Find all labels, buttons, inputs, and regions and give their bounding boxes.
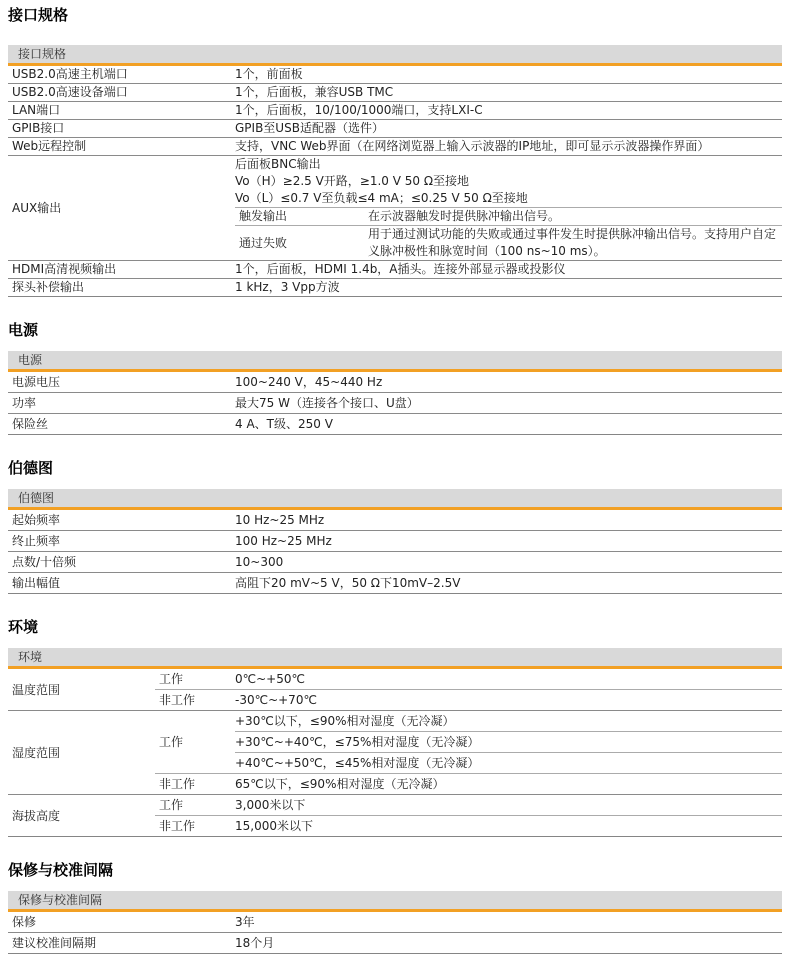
table-row-temperature xyxy=(8,669,782,710)
table-header: 环境 xyxy=(8,648,782,669)
env-sub-row xyxy=(155,669,782,689)
sub-row-label: 触发输出 xyxy=(239,209,288,223)
env-sub-row xyxy=(155,773,782,794)
table-row xyxy=(8,66,782,83)
aux-sub-row xyxy=(235,207,782,225)
row-value: 1个，后面板，HDMI 1.4b，A插头。连接外部显示器或投影仪 xyxy=(235,262,566,276)
mode-value: 65℃以下，≤90%相对湿度（无冷凝） xyxy=(235,777,445,791)
table-header: 保修与校准间隔 xyxy=(8,891,782,912)
row-value: 1 kHz，3 Vpp方波 xyxy=(235,280,340,294)
row-value: GPIB至USB适配器（选件） xyxy=(235,121,384,135)
table-row-humidity xyxy=(8,710,782,794)
sub-row-desc: 在示波器触发时提供脉冲输出信号。 xyxy=(368,209,561,223)
table-row xyxy=(8,572,782,593)
row-value: 10~300 xyxy=(235,555,284,569)
humidity-groups xyxy=(155,711,782,794)
sub-row-label: 通过失败 xyxy=(239,235,288,250)
row-label: 功率 xyxy=(12,396,37,410)
row-label: 湿度范围 xyxy=(12,745,61,760)
table-row xyxy=(8,392,782,413)
aux-main-block xyxy=(235,156,782,207)
table-row xyxy=(8,912,782,932)
row-label: LAN端口 xyxy=(12,103,61,117)
sub-row-desc: 用于通过测试功能的失败或通过事件发生时提供脉冲输出信号。支持用户自定义脉冲极性和脉宽时间（100 ns~10 ms）。 xyxy=(368,227,777,258)
power-table xyxy=(8,351,782,435)
mode-label: 非工作 xyxy=(159,819,196,833)
aux-main-line: Vo（H）≥2.5 V开路，≥1.0 V 50 Ω至接地 xyxy=(235,174,470,188)
row-value: 3年 xyxy=(235,915,255,929)
section-title: 电源 xyxy=(8,321,39,339)
aux-main-line: Vo（L）≤0.7 V至负载≤4 mA；≤0.25 V 50 Ω至接地 xyxy=(235,191,528,205)
table-row-aux-output xyxy=(8,155,782,260)
row-label: 输出幅值 xyxy=(12,576,61,590)
row-value: 4 A、T级、250 V xyxy=(235,417,333,431)
row-label: 终止频率 xyxy=(12,534,61,548)
table-row xyxy=(8,510,782,530)
env-sub-row xyxy=(155,711,782,773)
section-title: 环境 xyxy=(8,618,39,636)
temperature-groups xyxy=(155,669,782,710)
aux-main-line: 后面板BNC输出 xyxy=(235,157,321,171)
bode-table xyxy=(8,489,782,594)
row-label: 建议校准间隔期 xyxy=(12,936,97,950)
row-value: 高阻下20 mV~5 V，50 Ω下10mV–2.5V xyxy=(235,576,461,590)
table-row xyxy=(8,119,782,137)
row-label: 保险丝 xyxy=(12,417,49,431)
mode-label: 工作 xyxy=(159,798,184,812)
section-warranty xyxy=(8,861,782,954)
row-value: 1个，后面板，兼容USB TMC xyxy=(235,85,394,99)
row-label: Web远程控制 xyxy=(12,139,87,153)
mode-label: 工作 xyxy=(159,735,184,749)
row-label: USB2.0高速设备端口 xyxy=(12,85,128,99)
env-sub-row xyxy=(155,795,782,815)
row-label: AUX输出 xyxy=(12,200,62,215)
section-interface xyxy=(8,6,782,297)
row-label: 点数/十倍频 xyxy=(12,555,77,569)
row-label: HDMI高清视频输出 xyxy=(12,262,117,276)
section-title: 伯德图 xyxy=(8,459,54,477)
row-label: 海拔高度 xyxy=(12,808,61,823)
row-value: 100 Hz~25 MHz xyxy=(235,534,332,548)
warranty-table xyxy=(8,891,782,954)
section-title: 接口规格 xyxy=(8,6,69,24)
row-label: 电源电压 xyxy=(12,375,61,389)
row-value: 18个月 xyxy=(235,936,275,950)
mode-value: 15,000米以下 xyxy=(235,819,313,833)
row-label: 温度范围 xyxy=(12,682,61,697)
aux-sub-row xyxy=(235,225,782,260)
row-value: 最大75 W（连接各个接口、U盘） xyxy=(235,396,419,410)
table-row xyxy=(8,278,782,296)
row-label: 探头补偿输出 xyxy=(12,280,85,294)
row-value: 10 Hz~25 MHz xyxy=(235,513,325,527)
row-label: GPIB接口 xyxy=(12,121,65,135)
row-label: 保修 xyxy=(12,915,37,929)
mode-value: 0℃~+50℃ xyxy=(235,672,305,686)
row-value: 1个，前面板 xyxy=(235,67,303,81)
row-label: USB2.0高速主机端口 xyxy=(12,67,128,81)
table-row xyxy=(8,413,782,434)
table-row xyxy=(8,932,782,953)
mode-value: +40℃~+50℃，≤45%相对湿度（无冷凝） xyxy=(235,752,782,773)
mode-label: 非工作 xyxy=(159,777,196,791)
humidity-value-list xyxy=(235,711,782,773)
row-value: 支持，VNC Web界面（在网络浏览器上输入示波器的IP地址，即可显示示波器操作界面） xyxy=(235,139,710,153)
table-row xyxy=(8,260,782,278)
mode-value: -30℃~+70℃ xyxy=(235,693,317,707)
row-value: 100~240 V，45~440 Hz xyxy=(235,375,383,389)
env-sub-row xyxy=(155,815,782,836)
section-power xyxy=(8,321,782,435)
mode-label: 工作 xyxy=(159,672,184,686)
environment-table xyxy=(8,648,782,837)
mode-value: +30℃以下，≤90%相对湿度（无冷凝） xyxy=(235,714,455,728)
row-label: 起始频率 xyxy=(12,513,61,527)
table-header: 电源 xyxy=(8,351,782,372)
interface-table xyxy=(8,45,782,297)
table-row-altitude xyxy=(8,794,782,836)
env-sub-row xyxy=(155,689,782,710)
mode-value: +30℃~+40℃，≤75%相对湿度（无冷凝） xyxy=(235,731,782,752)
section-environment xyxy=(8,618,782,837)
table-header: 伯德图 xyxy=(8,489,782,510)
altitude-groups xyxy=(155,795,782,836)
table-row xyxy=(8,530,782,551)
table-row xyxy=(8,551,782,572)
table-row xyxy=(8,137,782,155)
table-header: 接口规格 xyxy=(8,45,782,66)
row-value: 1个，后面板，10/100/1000端口，支持LXI-C xyxy=(235,103,483,117)
mode-value: 3,000米以下 xyxy=(235,798,306,812)
aux-output-details xyxy=(235,156,782,260)
table-row xyxy=(8,83,782,101)
table-row xyxy=(8,101,782,119)
mode-label: 非工作 xyxy=(159,693,196,707)
table-row xyxy=(8,372,782,392)
section-title: 保修与校准间隔 xyxy=(8,861,114,879)
section-bode-plot xyxy=(8,459,782,594)
